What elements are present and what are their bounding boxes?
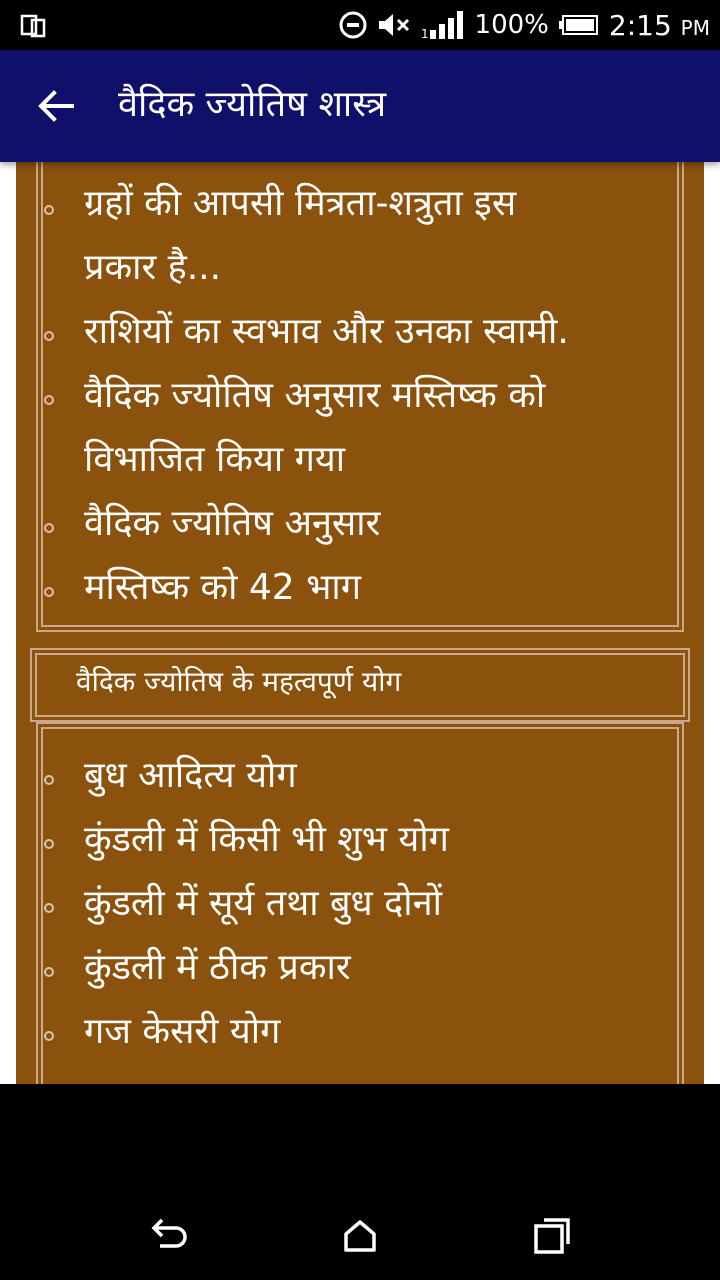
list-item[interactable]: कुंडली में किसी भी शुभ योग	[84, 819, 449, 860]
list-item[interactable]: राशियों का स्वभाव और उनका स्वामी.	[84, 311, 569, 352]
svg-text:1: 1	[420, 27, 429, 40]
app-bar	[0, 50, 720, 162]
list-item-continued[interactable]: विभाजित किया गया	[84, 439, 346, 480]
list-item[interactable]: वैदिक ज्योतिष अनुसार मस्तिष्क को	[84, 375, 546, 416]
list-item[interactable]: गज केसरी योग	[84, 1011, 281, 1052]
scroll-indicator-dot	[0, 688, 10, 698]
list-item[interactable]: बुध आदित्य योग	[84, 755, 297, 796]
battery-percent: 100%	[474, 10, 549, 40]
bullet-icon	[44, 967, 54, 977]
list-item[interactable]: वैदिक ज्योतिष अनुसार	[84, 503, 381, 544]
list-item[interactable]: कुंडली में ठीक प्रकार	[84, 947, 351, 988]
do-not-disturb-icon	[339, 11, 367, 39]
bullet-icon	[44, 331, 54, 341]
navigation-bar	[0, 1084, 720, 1280]
bullet-icon	[44, 395, 54, 405]
list-item[interactable]: मस्तिष्क को 42 भाग	[84, 567, 362, 608]
card-section-1	[16, 162, 704, 644]
bullet-icon	[44, 775, 54, 785]
back-nav-icon[interactable]	[146, 1214, 190, 1258]
list-item[interactable]: कुंडली में सूर्य तथा बुध दोनों	[84, 883, 442, 924]
signal-icon	[421, 10, 465, 40]
section-heading: वैदिक ज्योतिष के महत्वपूर्ण योग	[76, 665, 402, 698]
page-title: वैदिक ज्योतिष शास्त्र	[118, 84, 387, 125]
battery-icon	[559, 14, 599, 36]
bullet-icon	[44, 839, 54, 849]
bullet-icon	[44, 587, 54, 597]
list-item-continued[interactable]: प्रकार है...	[84, 247, 222, 288]
list-item[interactable]: ग्रहों की आपसी मित्रता-शत्रुता इस	[84, 183, 517, 224]
bullet-icon	[44, 523, 54, 533]
bullet-icon	[44, 903, 54, 913]
back-arrow-icon[interactable]	[36, 86, 76, 126]
section-heading-card[interactable]	[16, 644, 704, 726]
recents-nav-icon[interactable]	[530, 1214, 574, 1258]
bullet-icon	[44, 1031, 54, 1041]
clock: 2:15 PM	[608, 8, 710, 42]
bullet-icon	[44, 205, 54, 215]
home-nav-icon[interactable]	[338, 1214, 382, 1258]
card-section-2	[16, 722, 704, 1084]
mute-icon	[377, 11, 411, 39]
screenshot-icon	[20, 12, 46, 38]
status-bar	[0, 0, 720, 50]
content-area[interactable]	[0, 162, 720, 1084]
